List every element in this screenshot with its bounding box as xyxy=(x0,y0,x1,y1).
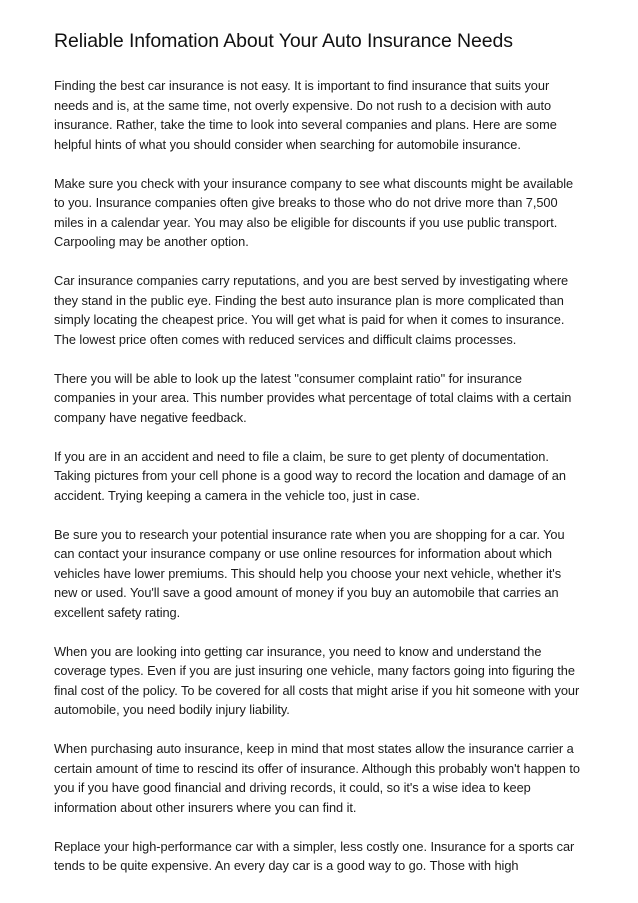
paragraph-accident-claim: If you are in an accident and need to file a claim, be sure to get plenty of documentation. Taking pictures from your cell phone is a good way to record the location and damage of an accident. Trying keeping a camera in the vehicle too, just in case. xyxy=(54,448,566,503)
paragraph-rescind-offer: When purchasing auto insurance, keep in mind that most states allow the insurance carrier a certain amount of time to rescind its offer of insurance. Although this probably won't happen to you if you have good financial and driving records, it could, so it's a wise idea to keep information about other insurers where you can find it. xyxy=(54,741,580,815)
paragraph-reputations: Car insurance companies carry reputations, and you are best served by investigating where they stand in the public eye. Finding the best auto insurance plan is more complicated than simply locating the cheapest price. You will get what is paid for when it comes to insurance. The lowest price often comes with reduced services and difficult claims processes. xyxy=(54,273,569,347)
paragraph-research-rate: Be sure you to research your potential insurance rate when you are shopping for a car. You can contact your insurance company or use online resources for information about which vehicles have lower premiums. This should help you choose your next vehicle, whether it's new or used. You'll save a good amount of money if you buy an automobile that carries an excellent safety rating. xyxy=(54,526,565,620)
document-page xyxy=(54,28,586,895)
paragraph-discounts: Make sure you check with your insurance company to see what discounts might be available to you. Insurance companies often give breaks to those who do not drive more than 7,500 miles in a calendar year. You may also be eligible for discounts if you use public transport. Carpooling may be another option. xyxy=(54,175,574,249)
paragraph-discount-intro: Finding the best car insurance is not easy. It is important to find insurance that suits your needs and is, at the same time, not overly expensive. Do not rush to a decision with auto insurance. Rather, take the time to look into several companies and plans. Here are some helpful hints of what you should consider when searching for automobile insurance. xyxy=(54,78,557,152)
paragraph-replace-car: Replace your high-performance car with a simpler, less costly one. Insurance for a sports car tends to be quite expensive. An every day car is a good way to go. Those with high xyxy=(54,838,575,873)
document-title: Reliable Infomation About Your Auto Insurance Needs xyxy=(54,30,513,52)
paragraph-coverage-types: When you are looking into getting car insurance, you need to know and understand the coverage types. Even if you are just insuring one vehicle, many factors going into figuring the final cost of the policy. To be covered for all costs that might arise if you hit someone with your automobile, you need bodily injury liability. xyxy=(54,643,580,717)
paragraph-complaint-ratio: There you will be able to look up the latest "consumer complaint ratio" for insurance companies in your area. This number provides what percentage of total claims with a certain company have negative feedback. xyxy=(54,370,572,425)
